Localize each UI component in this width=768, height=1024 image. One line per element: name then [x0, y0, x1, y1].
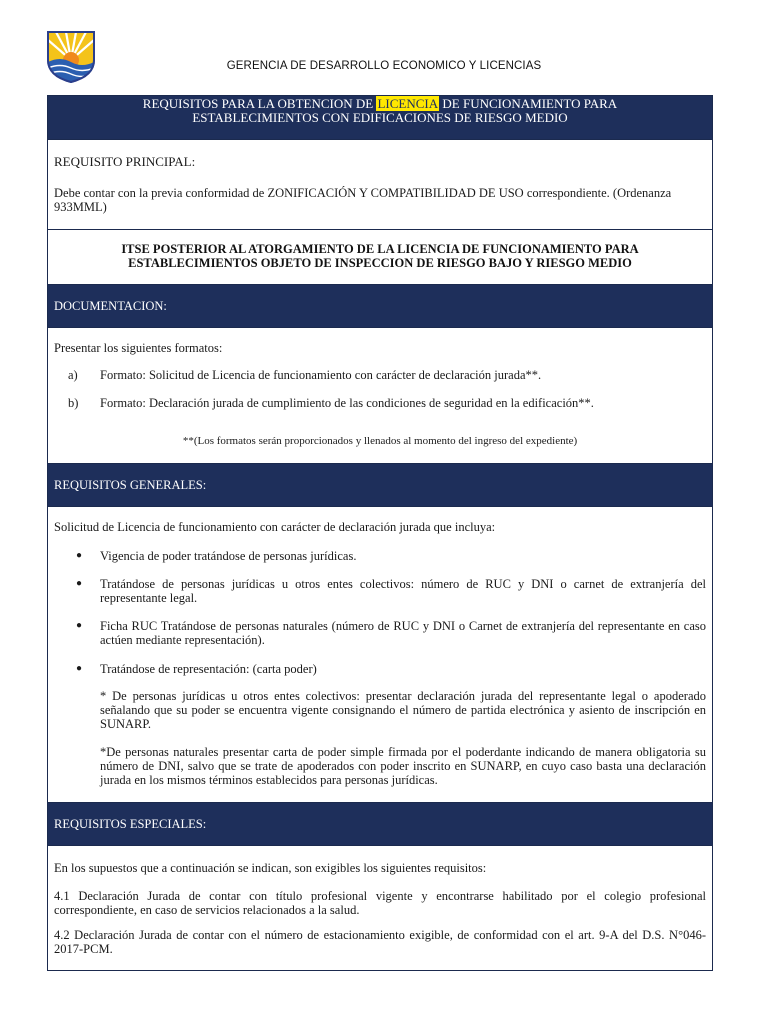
- requisito-principal-text: Debe contar con la previa conformidad de ZONIFICACIÓN Y COMPATIBILIDAD DE USO correspondiente. (Ordenanza 933MML): [54, 186, 672, 214]
- list-item-text: Formato: Solicitud de Licencia de funcionamiento con carácter de declaración jurada**.: [100, 368, 542, 382]
- bullet-icon: ●: [76, 663, 83, 674]
- main-title-part: REQUISITOS PARA LA OBTENCION DE: [142, 96, 377, 111]
- itse-section: [48, 229, 712, 284]
- list-item-text: Tratándose de personas jurídicas u otros entes colectivos: número de RUC y DNI o carnet de extranjería del representante legal.: [100, 577, 706, 605]
- itse-line1: ITSE POSTERIOR AL ATORGAMIENTO DE LA LICENCIA DE FUNCIONAMIENTO PARA: [121, 242, 639, 256]
- requisitos-especiales-title: REQUISITOS ESPECIALES:: [54, 816, 207, 831]
- requisitos-generales-title: REQUISITOS GENERALES:: [54, 477, 207, 492]
- representation-note-juridicas: * De personas jurídicas u otros entes colectivos: presentar declaración jurada del representante legal o apoderado señalando que su poder se encuentra vigente consignando el número de partida electrónica y asiento de inscripción en SUNARP.: [100, 689, 706, 731]
- requisito-especial-4-2: 4.2 Declaración Jurada de contar con el número de estacionamiento exigible, de conformidad con el art. 9-A del D.S. N°046-2017-PCM.: [54, 928, 706, 956]
- bullet-icon: ●: [76, 620, 83, 631]
- requisitos-especiales-band: [48, 802, 712, 845]
- documentacion-intro: Presentar los siguientes formatos:: [54, 341, 223, 355]
- main-title-line2: ESTABLECIMIENTOS CON EDIFICACIONES DE RIESGO MEDIO: [192, 110, 568, 125]
- requisito-principal-section: [48, 139, 712, 229]
- list-item-text: Tratándose de representación: (carta poder): [100, 662, 317, 676]
- requisitos-generales-section: [48, 506, 712, 802]
- requirements-table: [47, 95, 713, 971]
- list-marker: b): [68, 396, 79, 410]
- bullet-icon: ●: [76, 550, 83, 561]
- list-item-text: Ficha RUC Tratándose de personas naturales (número de RUC y DNI o Carnet de extranjería del representante en caso actúen mediante representación).: [100, 619, 706, 647]
- documentacion-title: DOCUMENTACION:: [54, 298, 167, 313]
- requisitos-generales-band: [48, 463, 712, 506]
- documentacion-note: **(Los formatos serán proporcionados y llenados al momento del ingreso del expediente): [182, 435, 578, 447]
- documentacion-section: [48, 327, 712, 463]
- requisito-principal-title: REQUISITO PRINCIPAL:: [54, 154, 196, 169]
- main-title-line1: [48, 97, 712, 111]
- bullet-icon: ●: [76, 578, 83, 589]
- representation-note-naturales: *De personas naturales presentar carta de poder simple firmada por el poderdante indicando de manera obligatoria su número de DNI, salvo que se trate de apoderados con poder inscrito en SUNARP, en cuyo caso basta una declaración jurada en los mismos términos establecidos para personas jurídicas.: [100, 745, 706, 787]
- documentacion-band: [48, 284, 712, 327]
- requisitos-especiales-section: [48, 845, 712, 970]
- list-item-text: Formato: Declaración jurada de cumplimiento de las condiciones de seguridad en la edificación**.: [100, 396, 594, 410]
- highlighted-word: LICENCIA: [377, 96, 439, 111]
- main-title-part: DE FUNCIONAMIENTO PARA: [439, 96, 618, 111]
- list-item-text: Vigencia de poder tratándose de personas jurídicas.: [100, 549, 357, 563]
- main-title-band: [48, 96, 712, 139]
- requisitos-especiales-intro: En los supuestos que a continuación se indican, son exigibles los siguientes requisitos:: [54, 861, 487, 875]
- requisitos-generales-intro: Solicitud de Licencia de funcionamiento con carácter de declaración jurada que incluya:: [54, 520, 496, 534]
- header-title: GERENCIA DE DESARROLLO ECONOMICO Y LICENCIAS: [226, 60, 542, 72]
- requisito-especial-4-1: 4.1 Declaración Jurada de contar con título profesional vigente y encontrarse habilitado por el colegio profesional correspondiente, en caso de servicios relacionados a la salud.: [54, 889, 706, 917]
- municipality-logo-icon: [44, 26, 98, 84]
- list-marker: a): [68, 368, 78, 382]
- itse-line2: ESTABLECIMIENTOS OBJETO DE INSPECCION DE RIESGO BAJO Y RIESGO MEDIO: [128, 256, 632, 270]
